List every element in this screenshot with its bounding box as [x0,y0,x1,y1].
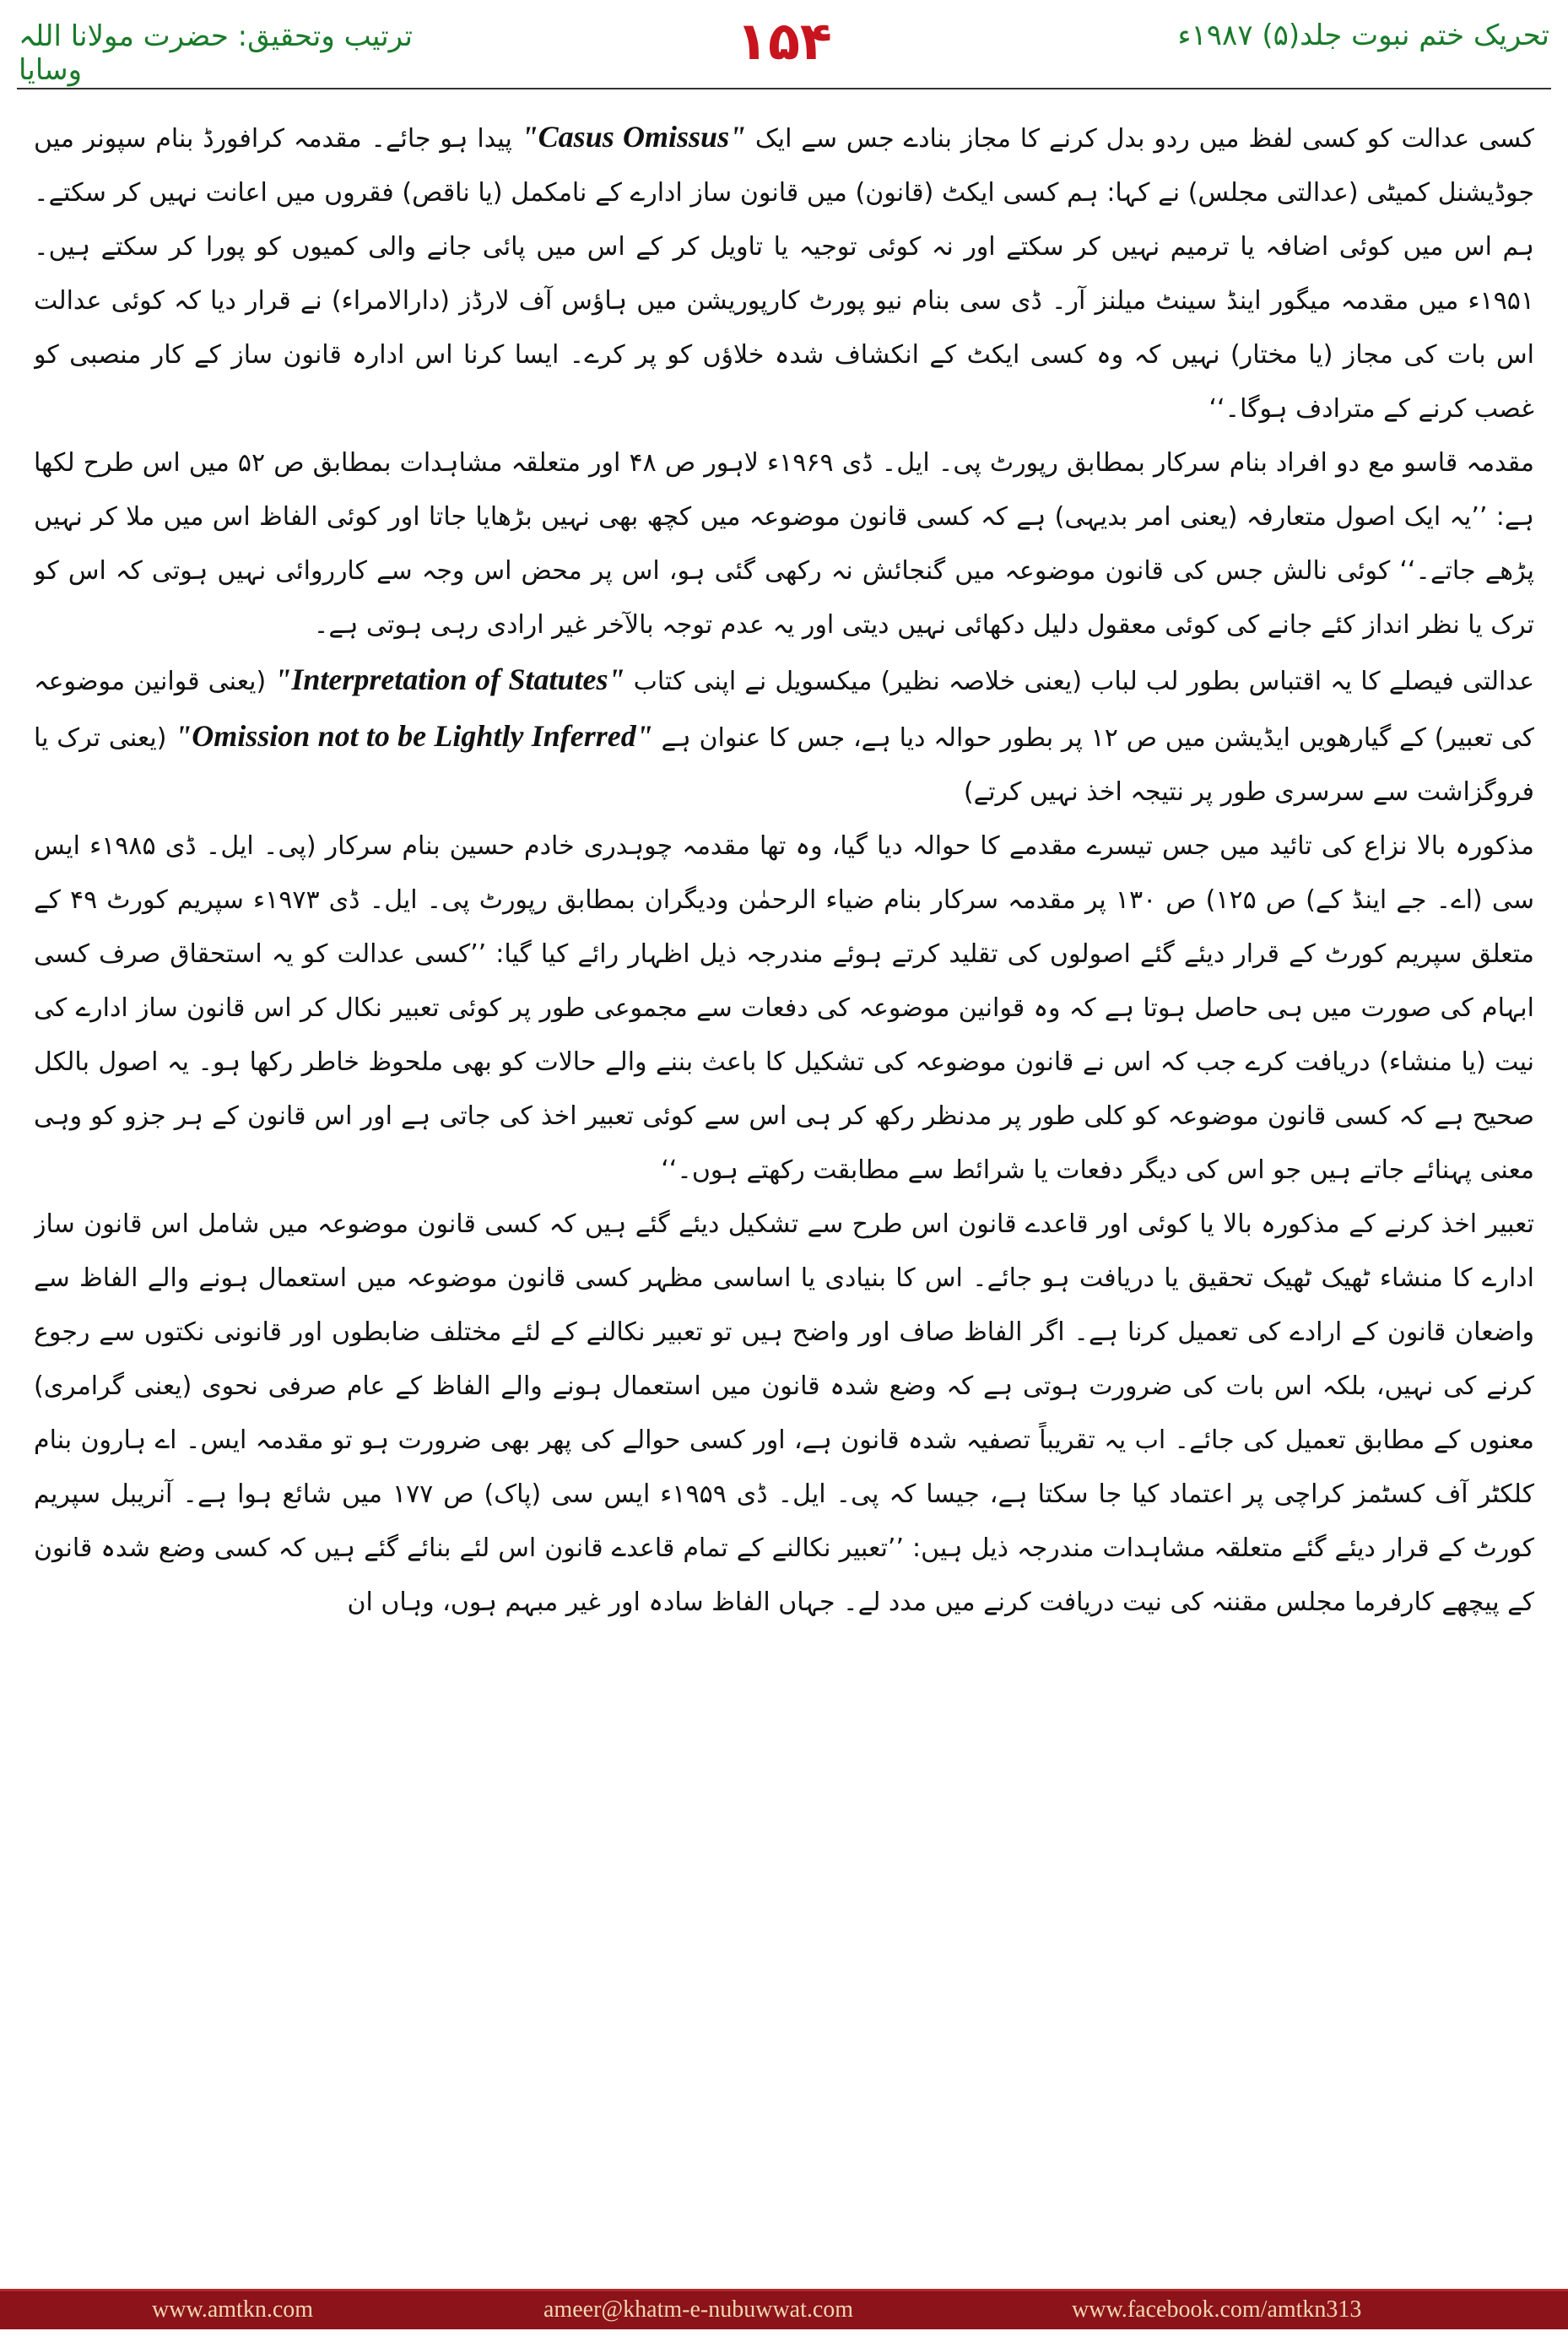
book-title: تحریک ختم نبوت جلد(۵) ۱۹۸۷ء [1177,19,1549,52]
paragraph-1-text-b: پیدا ہو جائے۔ مقدمہ کرافورڈ بنام سپونر میں جوڈیشنل کمیٹی (عدالتی مجلس) نے کہا: ہم کسی ایکٹ (قانون) میں قانون ساز ادارے کے نامکمل (یا ناقص) فقروں میں اعانت نہیں کر سکتے۔ ہم اس میں کوئی اضافہ یا ترمیم نہیں کر سکتے اور نہ کوئی توجیہ یا تاویل کر کے اس میں پائی جانے والی کمیوں کو پورا کر سکتے ہیں۔ ۱۹۵۱ء میں مقدمہ میگور اینڈ سینٹ میلنز آر۔ ڈی سی بنام نیو پورٹ کارپوریشن میں ہاؤس آف لارڈز (دارالامراء) نے قرار دیا کہ کوئی عدالت اس بات کی مجاز (یا مختار) نہیں کہ وہ کسی ایکٹ کے انکشاف شدہ خلاؤں کو پر کرے۔ ایسا کرنا اس ادارہ قانون ساز کے کار منصبی کو غصب کرنے کے مترادف ہوگا۔‘‘ [34,124,1534,424]
latin-heading: "Omission not to be Lightly Inferred" [175,719,653,753]
paragraph-1 [34,110,1534,436]
latin-term-casus-omissus: "Casus Omissus" [521,120,747,154]
page-footer [0,2289,1568,2329]
paragraph-2: مقدمہ قاسو مع دو افراد بنام سرکار بمطابق رپورٹ پی۔ ایل۔ ڈی ۱۹۶۹ء لاہور ص ۴۸ اور متعلقہ مشاہدات بمطابق ص ۵۲ میں اس طرح لکھا ہے: ’’یہ ایک اصول متعارفہ (یعنی امر بدیہی) ہے کہ کسی قانون موضوعہ میں کچھ بھی نہیں بڑھایا جاتا اور کوئی الفاظ اس میں ملا کر نہیں پڑھے جاتے۔‘‘ کوئی نالش جس کی قانون موضوعہ میں گنجائش نہ رکھی گئی ہو، اس پر محض اس وجہ سے کارروائی نہیں ہوتی کہ اس کو ترک یا نظر انداز کئے جانے کی کوئی معقول دلیل دکھائی نہیں دیتی اور یہ عدم توجہ بالآخر غیر ارادی رہی ہوتی ہے۔ [34,448,1534,640]
paragraph-4: مذکورہ بالا نزاع کی تائید میں جس تیسرے مقدمے کا حوالہ دیا گیا، وہ تھا مقدمہ چوہدری خادم حسین بنام سرکار (پی۔ ایل۔ ڈی ۱۹۸۵ء ایس سی (اے۔ جے اینڈ کے) ص ۱۲۵) ص ۱۳۰ پر مقدمہ سرکار بنام ضیاء الرحمٰن ودیگران بمطابق رپورٹ پی۔ ایل۔ ڈی ۱۹۷۳ء سپریم کورٹ ۴۹ کے متعلق سپریم کورٹ کے قرار دیئے گئے اصولوں کی تقلید کرتے ہوئے مندرجہ ذیل اظہار رائے کیا گیا: ’’کسی عدالت کو یہ استحقاق صرف کسی ابہام کی صورت میں ہی حاصل ہوتا ہے کہ وہ قوانین موضوعہ کی دفعات سے مجموعی طور پر کوئی تعبیر نکال کر اس قانون ساز ادارے کی نیت (یا منشاء) دریافت کرے جب کہ اس نے قانون موضوعہ کی تشکیل کا باعث بننے والے حالات کو بھی ملحوظ خاطر رکھا ہو۔ یہ اصول بالکل صحیح ہے کہ کسی قانون موضوعہ کو کلی طور پر مدنظر رکھ کر ہی اس سے کوئی تعبیر اخذ کی جاتی ہے اور اس قانون کے ہر جزو کو وہی معنی پہنائے جاتے ہیں جو اس کی دیگر دفعات یا شرائط سے مطابقت رکھتے ہوں۔‘‘ [34,831,1534,1185]
paragraph-3-text-b: (یعنی قوانین موضوعہ کی تعبیر) کے گیارھویں ایڈیشن میں ص ۱۲ پر بطور حوالہ دیا ہے، جس کا عنوان ہے [34,667,1534,753]
compiler-credit: ترتیب وتحقیق: حضرت مولانا اللہ وسایا [19,19,413,87]
paragraph-3 [34,652,1534,819]
website-link[interactable]: www.amtkn.com [152,2296,314,2323]
latin-book-title: "Interpretation of Statutes" [274,663,625,696]
page-body [34,110,1534,2253]
email-link[interactable]: ameer@khatm-e-nubuwwat.com [543,2296,854,2323]
page-header [0,0,1568,101]
page-number: ۱۵۴ [736,10,832,72]
header-divider [17,88,1551,89]
paragraph-5: تعبیر اخذ کرنے کے مذکورہ بالا یا کوئی اور قاعدے قانون اس طرح سے تشکیل دیئے گئے ہیں کہ کسی قانون موضوعہ میں شامل اس قانون ساز ادارے کا منشاء ٹھیک ٹھیک تحقیق یا دریافت ہو جائے۔ اس کا بنیادی یا اساسی مظہر کسی قانون موضوعہ میں استعمال ہونے والے الفاظ سے واضعان قانون کے ارادے کی تعمیل کرنا ہے۔ اگر الفاظ صاف اور واضح ہیں تو تعبیر نکالنے کے لئے مختلف ضابطوں اور قانونی نکتوں سے رجوع کرنے کی نہیں، بلکہ اس بات کی ضرورت ہوتی ہے کہ وضع شدہ قانون میں استعمال ہونے والے الفاظ کے عام صرفی نحوی (یعنی گرامری) معنوں کے مطابق تعمیل کی جائے۔ اب یہ تقریباً تصفیہ شدہ قانون ہے، اور کسی حوالے کی پھر بھی ضرورت ہو تو مقدمہ ایس۔ اے ہارون بنام کلکٹر آف کسٹمز کراچی پر اعتماد کیا جا سکتا ہے، جیسا کہ پی۔ ایل۔ ڈی ۱۹۵۹ء ایس سی (پاک) ص ۱۷۷ میں شائع ہوا ہے۔ آنریبل سپریم کورٹ کے قرار دیئے گئے متعلقہ مشاہدات مندرجہ ذیل ہیں: ’’تعبیر نکالنے کے تمام قاعدے قانون اس لئے بنائے گئے ہیں کہ کسی وضع شدہ قانون کے پیچھے کارفرما مجلس مقننہ کی نیت دریافت کرنے میں مدد لے۔ جہاں الفاظ سادہ اور غیر مبہم ہوں، وہاں ان [34,1209,1534,1617]
paragraph-1-text-a: کسی عدالت کو کسی لفظ میں ردو بدل کرنے کا مجاز بنادے جس سے ایک [746,124,1534,154]
paragraph-3-text-a: عدالتی فیصلے کا یہ اقتباس بطور لب لباب (یعنی خلاصہ نظیر) میکسویل نے اپنی کتاب [624,667,1534,696]
paragraph-3-text-c: (یعنی ترک یا فروگزاشت سے سرسری طور پر نتیجہ اخذ نہیں کرتے) [34,723,1534,807]
facebook-link[interactable]: www.facebook.com/amtkn313 [1072,2296,1362,2323]
